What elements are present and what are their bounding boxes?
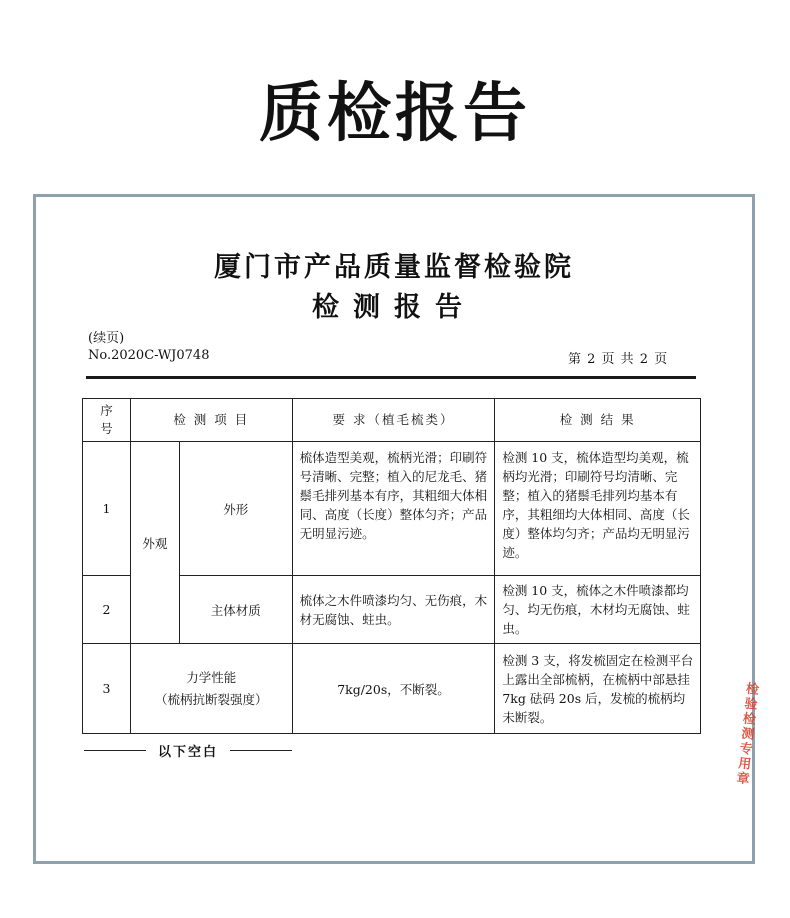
- header-requirement: 要 求（植毛梳类）: [292, 399, 495, 442]
- left-dash: [84, 750, 146, 751]
- inspection-table: [82, 398, 701, 734]
- row-seq: 1: [83, 442, 131, 576]
- blank-note-label: 以下空白: [158, 745, 219, 760]
- row-group: 外观: [130, 442, 179, 644]
- blank-note: [84, 741, 292, 760]
- row-requirement: 梳体造型美观，梳柄光滑；印刷符号清晰、完整；植入的尼龙毛、猪鬃毛排列基本有序，其粗细大体相同、高度（长度）整体匀齐；产品无明显污迹。: [292, 442, 495, 576]
- continued-page-label: (续页): [88, 331, 125, 346]
- row-item: [130, 644, 292, 734]
- row-requirement: 梳体之木件喷漆均匀、无伤痕，木材无腐蚀、蛀虫。: [292, 576, 495, 644]
- report-subtitle: 检测报告: [312, 292, 476, 323]
- row-item: 主体材质: [179, 576, 292, 644]
- header-item: 检 测 项 目: [130, 399, 292, 442]
- red-seal-stamp: 检验检测专用章: [735, 681, 760, 788]
- report-number: No.2020C-WJ0748: [88, 348, 210, 363]
- row-result: 检测 10 支，梳体之木件喷漆都均匀、均无伤痕，木材均无腐蚀、蛀虫。: [495, 576, 701, 644]
- page-indicator: 第 2 页 共 2 页: [568, 352, 669, 367]
- header-result: 检 测 结 果: [495, 399, 701, 442]
- row-item: 外形: [179, 442, 292, 576]
- institute-name: 厦门市产品质量监督检验院: [214, 252, 574, 283]
- table-row: [83, 442, 701, 576]
- row-result: 检测 10 支，梳体造型均美观，梳柄均光滑；印刷符号均清晰、完整；植入的猪鬃毛排列均基本有序，其粗细均大体相同、高度（长度）整体均匀齐；产品均无明显污迹。: [495, 442, 701, 576]
- row-seq: 2: [83, 576, 131, 644]
- row-item-main: 力学性能: [186, 669, 237, 685]
- row-seq: 3: [83, 644, 131, 734]
- table-header-row: [83, 399, 701, 442]
- header-divider: [86, 376, 696, 379]
- right-dash: [230, 750, 292, 751]
- header-seq: 序号: [83, 399, 131, 442]
- table-row: [83, 644, 701, 734]
- report-document: [33, 194, 755, 864]
- page-title: 质检报告: [259, 77, 531, 151]
- row-requirement: 7kg/20s，不断裂。: [292, 644, 495, 734]
- row-item-sub: （梳柄抗断裂强度）: [155, 691, 268, 707]
- row-result: 检测 3 支，将发梳固定在检测平台上露出全部梳柄，在梳柄中部悬挂 7kg 砝码 20s 后，发梳的梳柄均未断裂。: [495, 644, 701, 734]
